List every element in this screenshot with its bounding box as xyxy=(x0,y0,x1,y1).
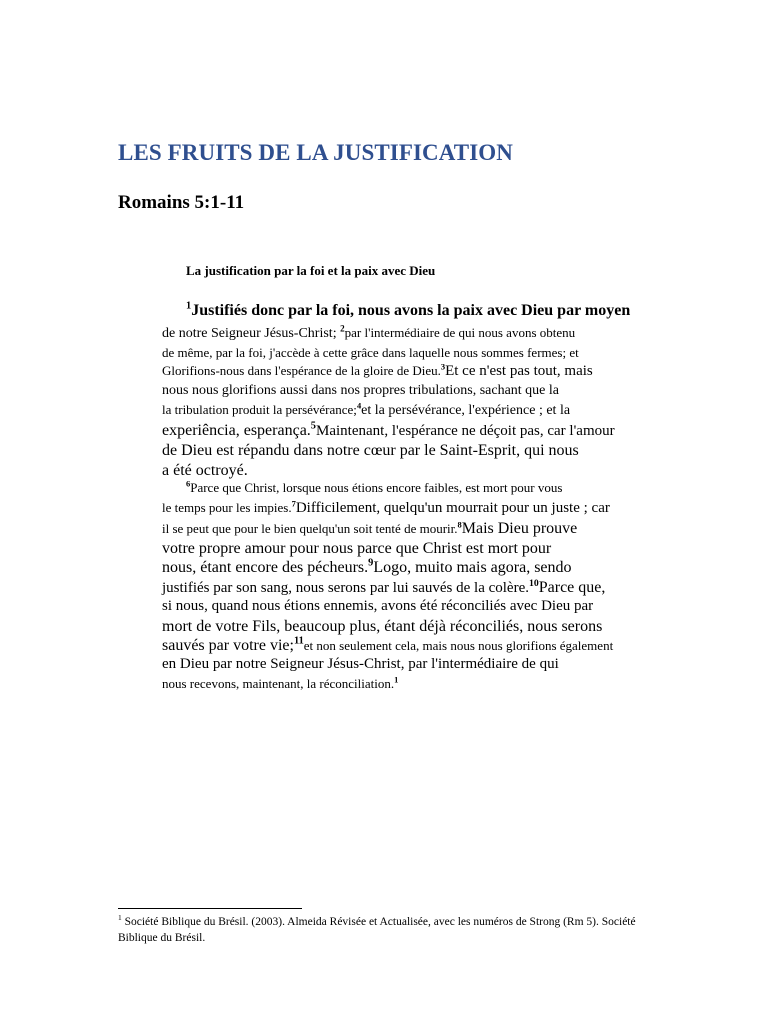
verse-number: 1 xyxy=(186,300,192,312)
verse-text: nous recevons, maintenant, la réconciliation. xyxy=(162,676,395,691)
text-line xyxy=(162,520,672,538)
verse-text: justifiés par son sang, nous serons par lui sauvés de la colère. xyxy=(162,580,529,596)
footnote-reference[interactable]: 1 xyxy=(394,674,399,685)
text-line xyxy=(162,656,672,673)
verse-text: votre propre amour pour nous parce que Christ est mort pour xyxy=(162,540,552,557)
verse-text: de Dieu est répandu dans notre cœur par le Saint-Esprit, qui nous xyxy=(162,442,579,459)
verse-number: 4 xyxy=(356,400,362,411)
verse-text: Parce que, xyxy=(538,579,606,596)
verse-text: a été octroyé. xyxy=(162,462,248,479)
verse-text: Mais Dieu prouve xyxy=(461,520,578,537)
text-line xyxy=(162,637,672,655)
verse-text: il se peut que pour le bien quelqu'un soit tenté de mourir. xyxy=(162,521,458,536)
verse-number: 6 xyxy=(186,478,191,489)
verse-text: de même, par la foi, j'accède à cette grâce dans laquelle nous sommes fermes; et xyxy=(162,345,579,360)
verse-number: 9 xyxy=(368,557,374,569)
section-subheading: La justification par la foi et la paix avec Dieu xyxy=(186,263,436,278)
text-line xyxy=(162,540,672,558)
verse-text: le temps pour les impies. xyxy=(162,500,292,515)
document-title: LES FRUITS DE LA JUSTIFICATION xyxy=(118,140,513,165)
verse-number: 7 xyxy=(291,498,296,509)
verse-text: Justifiés donc par la foi, nous avons la paix avec Dieu par moyen xyxy=(191,302,631,319)
verse-text: Glorifions-nous dans l'espérance de la gloire de Dieu. xyxy=(162,363,441,378)
text-line xyxy=(162,500,672,517)
verse-text: mort de votre Fils, beaucoup plus, étant déjà réconciliés, nous serons xyxy=(162,618,603,635)
verse-text: si nous, quand nous étions ennemis, avons été réconciliés avec Dieu par xyxy=(162,598,594,614)
verse-number: 11 xyxy=(293,635,304,647)
verse-text: Parce que Christ, lorsque nous étions encore faibles, est mort pour vous xyxy=(190,480,563,495)
verse-text: en Dieu par notre Seigneur Jésus-Christ, par l'intermédiaire de qui xyxy=(162,656,559,672)
text-line xyxy=(162,676,672,692)
text-line xyxy=(162,618,672,636)
text-line xyxy=(162,402,672,419)
footnote-marker: 1 xyxy=(118,913,122,923)
verse-text: la tribulation produit la persévérance; xyxy=(162,402,357,417)
verse-text: Difficilement, quelqu'un mourrait pour un juste ; car xyxy=(295,500,610,516)
verse-text: de notre Seigneur Jésus-Christ; xyxy=(162,326,341,341)
verse-text: et la persévérance, l'expérience ; et la xyxy=(361,403,571,418)
verse-text: Maintenant, l'espérance ne déçoit pas, car l'amour xyxy=(316,423,615,439)
text-line xyxy=(162,345,672,361)
verse-text: experiência, esperança. xyxy=(162,422,311,439)
footnote-separator xyxy=(118,908,302,909)
verse-text: sauvés par votre vie; xyxy=(162,637,294,654)
verse-number: 8 xyxy=(457,519,462,530)
verse-number: 3 xyxy=(440,361,446,372)
verse-number: 2 xyxy=(340,323,345,334)
verse-text: Logo, muito mais agora, sendo xyxy=(373,559,572,576)
text-line xyxy=(162,559,672,577)
text-line xyxy=(162,383,672,399)
text-line xyxy=(162,422,672,440)
text-line xyxy=(186,302,672,320)
text-line xyxy=(186,480,648,496)
text-line xyxy=(162,598,672,615)
footnote xyxy=(118,914,648,946)
verse-text: et non seulement cela, mais nous nous glorifions également xyxy=(303,638,614,653)
text-line xyxy=(162,579,672,597)
verse-number: 5 xyxy=(310,420,316,432)
text-line xyxy=(162,363,672,380)
scripture-reference: Romains 5:1-11 xyxy=(118,192,245,213)
text-line xyxy=(162,462,672,480)
verse-text: Et ce n'est pas tout, mais xyxy=(445,363,593,379)
text-line xyxy=(162,442,672,460)
verse-number: 10 xyxy=(529,578,539,589)
verse-text: par l'intermédiaire de qui nous avons obtenu xyxy=(344,325,576,340)
verse-text: nous, étant encore des pécheurs. xyxy=(162,559,369,576)
footnote-text: Société Biblique du Brésil. (2003). Almeida Révisée et Actualisée, avec les numéros de Strong (Rm 5). Société Biblique du Brésil. xyxy=(118,916,636,944)
verse-text: nous nous glorifions aussi dans nos propres tribulations, sachant que la xyxy=(162,383,560,398)
text-line xyxy=(162,325,672,342)
